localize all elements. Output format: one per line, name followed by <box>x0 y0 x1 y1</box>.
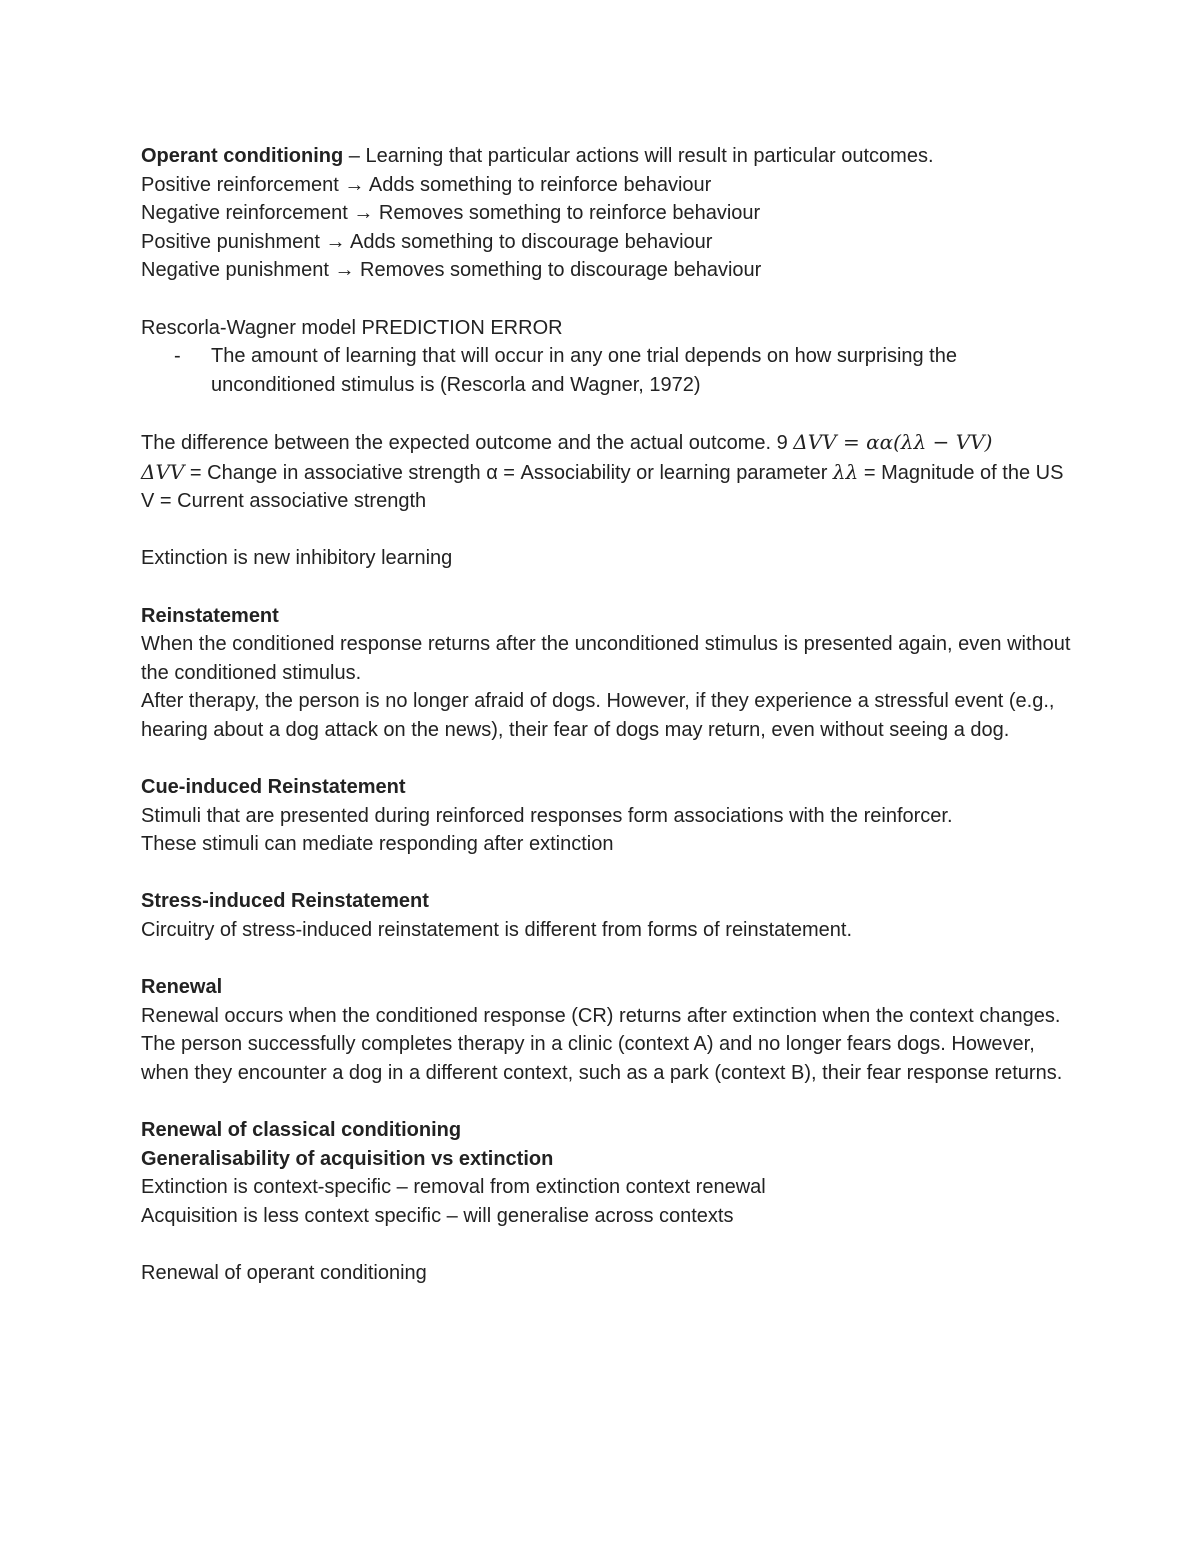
renewal-example: The person successfully completes therapy in a clinic (context A) and no longer fears dogs. However, when they encounter a dog in a different context, such as a park (context B), their fear response returns. <box>141 1033 1063 1084</box>
rescorla-bullet-text: The amount of learning that will occur in any one trial depends on how surprising the unconditioned stimulus is (Rescorla and Wagner, 1972) <box>211 345 957 396</box>
formula-lead: The difference between the expected outcome and the actual outcome. 9 <box>141 431 794 454</box>
delta-v-symbol: ΔVV <box>141 459 185 484</box>
cue-induced-text: Stimuli that are presented during reinforced responses form associations with the reinforcer. <box>141 804 953 827</box>
cue-induced-text: These stimuli can mediate responding after extinction <box>141 833 614 856</box>
delta-v-definition: = Change in associative strength α = Associability or learning parameter <box>184 461 833 484</box>
stress-induced-title: Stress-induced Reinstatement <box>141 890 429 913</box>
bullet-dash: - <box>174 345 181 368</box>
rescorla-heading: Rescorla-Wagner model PREDICTION ERROR <box>141 316 563 339</box>
operant-item: Negative punishment → Removes something to discourage behaviour <box>141 259 762 282</box>
lambda-definition: = Magnitude of the US V = Current associative strength <box>141 461 1064 513</box>
cue-induced-title: Cue-induced Reinstatement <box>141 776 406 799</box>
operant-item: Positive reinforcement → Adds something to reinforce behaviour <box>141 173 712 196</box>
reinstatement-example: After therapy, the person is no longer afraid of dogs. However, if they experience a stressful event (e.g., hearing about a dog attack on the news), their fear of dogs may return, even without seeing a dog. <box>141 690 1055 741</box>
reinstatement-title: Reinstatement <box>141 604 279 627</box>
acquisition-context-text: Acquisition is less context specific – will generalise across contexts <box>141 1204 734 1227</box>
formula-line <box>141 428 1071 458</box>
formula-definitions <box>141 458 1071 516</box>
rescorla-bullet <box>141 342 1071 399</box>
reinstatement-definition: When the conditioned response returns after the unconditioned stimulus is presented again, even without the conditioned stimulus. <box>141 633 1071 684</box>
operant-term: Operant conditioning <box>141 145 344 167</box>
stress-induced-text: Circuitry of stress-induced reinstatement is different from forms of reinstatement. <box>141 919 853 942</box>
operant-definition-text: – Learning that particular actions will result in particular outcomes. <box>343 145 934 167</box>
extinction-context-text: Extinction is context-specific – removal from extinction context renewal <box>141 1176 766 1199</box>
renewal-definition: Renewal occurs when the conditioned response (CR) returns after extinction when the context changes. <box>141 1004 1061 1027</box>
operant-item: Negative reinforcement → Removes something to reinforce behaviour <box>141 202 761 225</box>
extinction-statement: Extinction is new inhibitory learning <box>141 547 453 570</box>
rescorla-equation: ΔVV = αα(λλ − VV) <box>793 429 993 454</box>
renewal-title: Renewal <box>141 976 223 999</box>
renewal-classical-title: Renewal of classical conditioning <box>141 1119 462 1142</box>
document-page <box>141 142 1071 1288</box>
operant-definition <box>141 142 1071 171</box>
operant-item: Positive punishment → Adds something to discourage behaviour <box>141 230 713 253</box>
renewal-operant-heading: Renewal of operant conditioning <box>141 1262 427 1285</box>
generalisability-subtitle: Generalisability of acquisition vs extinction <box>141 1147 554 1170</box>
lambda-symbol: λλ <box>832 459 859 484</box>
